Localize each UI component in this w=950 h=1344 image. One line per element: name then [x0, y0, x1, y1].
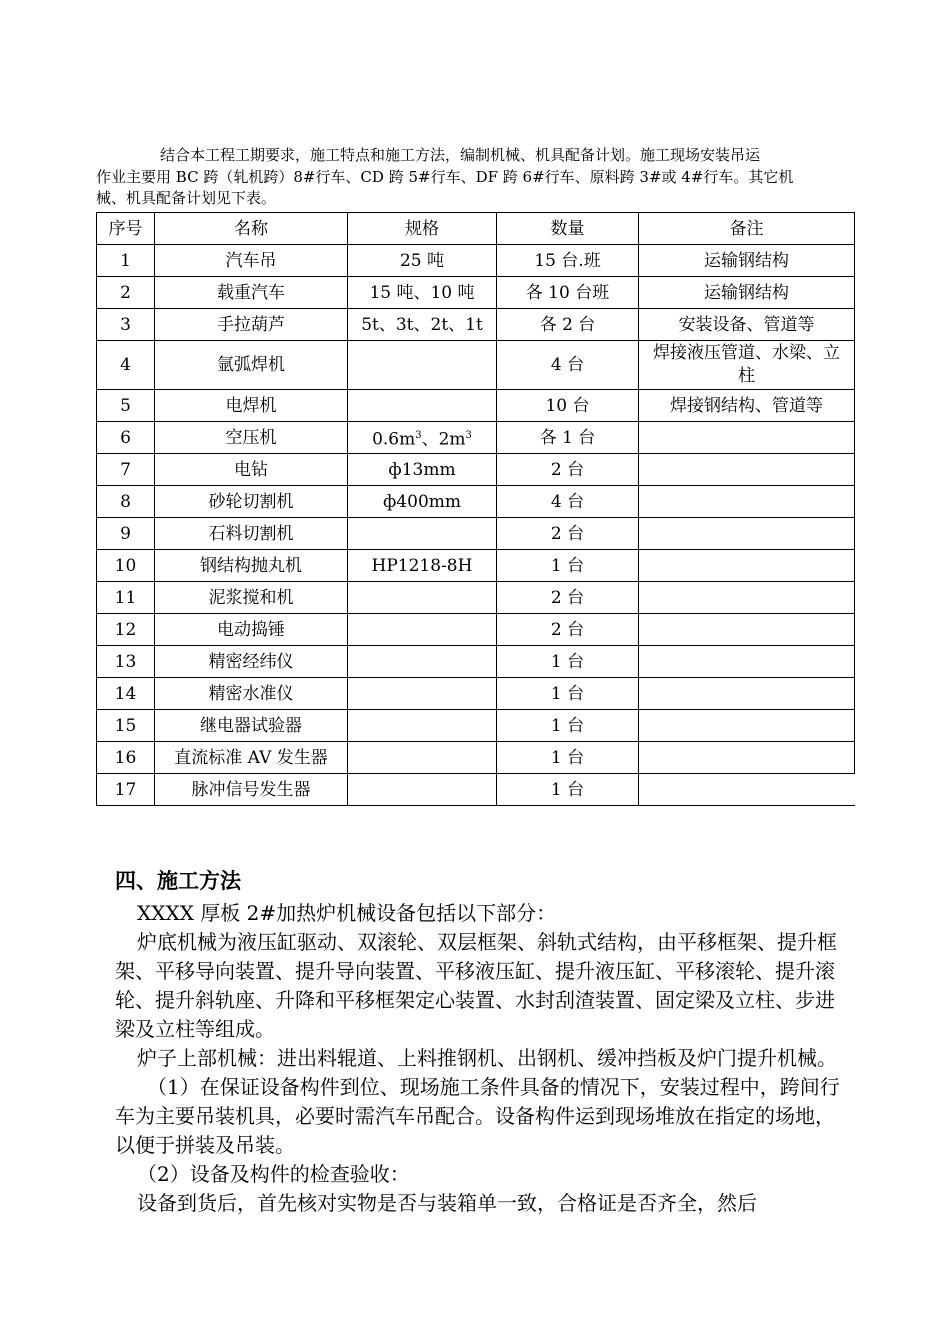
table-row — [97, 486, 855, 518]
cell-qty: 1 台 — [497, 710, 639, 742]
cell-spec — [348, 710, 497, 742]
cell-qty: 1 台 — [497, 646, 639, 678]
cell-note: 运输钢结构 — [639, 277, 855, 309]
spec-superscript-b: 3 — [465, 429, 472, 441]
cell-spec: HP1218-8H — [348, 550, 497, 582]
table-row — [97, 774, 855, 806]
paragraph-furnace-bottom: 炉底机械为液压缸驱动、双滚轮、双层框架、斜轨式结构，由平移框架、提升框架、平移导向装置、提升导向装置、平移液压缸、提升液压缸、平移滚轮、提升滚轮、提升斜轨座、升降和平移框架定心装置、水封刮渣装置、固定梁及立柱、步进梁及立柱等组成。 — [115, 930, 837, 1041]
cell-name: 直流标准 AV 发生器 — [155, 742, 348, 774]
cell-name: 电动捣锤 — [155, 614, 348, 646]
cell-name: 精密经纬仪 — [155, 646, 348, 678]
cell-qty: 2 台 — [497, 518, 639, 550]
table-row — [97, 614, 855, 646]
spec-superscript-a: 3 — [415, 429, 422, 441]
intro-line-3: 械、机具配备计划见下表。 — [96, 189, 277, 207]
spec-part-b: 、2m — [421, 429, 466, 450]
cell-no: 12 — [97, 614, 155, 646]
cell-qty: 各 2 台 — [497, 309, 639, 341]
cell-note: 运输钢结构 — [639, 245, 855, 277]
intro-line-1: 结合本工程工期要求，施工特点和施工方法，编制机械、机具配备计划。施工现场安装吊运 — [160, 146, 761, 164]
cell-note: 焊接液压管道、水梁、立柱 — [639, 341, 855, 390]
cell-qty: 1 台 — [497, 678, 639, 710]
intro-paragraph — [96, 145, 838, 210]
table-row — [97, 277, 855, 309]
cell-no: 4 — [97, 341, 155, 390]
cell-spec: 15 吨、10 吨 — [348, 277, 497, 309]
cell-no: 10 — [97, 550, 155, 582]
cell-note — [639, 422, 855, 454]
paragraph-inspection: 设备到货后，首先核对实物是否与装箱单一致，合格证是否齐全，然后 — [137, 1191, 757, 1215]
cell-note — [639, 742, 855, 774]
cell-spec — [348, 614, 497, 646]
table-row — [97, 309, 855, 341]
cell-name: 氩弧焊机 — [155, 341, 348, 390]
cell-note: 安装设备、管道等 — [639, 309, 855, 341]
cell-spec: 5t、3t、2t、1t — [348, 309, 497, 341]
header-name: 名称 — [155, 213, 348, 245]
cell-no: 11 — [97, 582, 155, 614]
cell-spec — [348, 582, 497, 614]
header-no: 序号 — [97, 213, 155, 245]
cell-name: 钢结构抛丸机 — [155, 550, 348, 582]
cell-qty: 各 10 台班 — [497, 277, 639, 309]
table-row — [97, 582, 855, 614]
cell-spec — [348, 678, 497, 710]
cell-name: 泥浆搅和机 — [155, 582, 348, 614]
table-row — [97, 454, 855, 486]
table-row — [97, 341, 855, 390]
cell-note: 焊接钢结构、管道等 — [639, 390, 855, 422]
cell-note — [639, 518, 855, 550]
cell-name: 继电器试验器 — [155, 710, 348, 742]
cell-no: 16 — [97, 742, 155, 774]
paragraph-overview: XXXX 厚板 2#加热炉机械设备包括以下部分： — [137, 901, 557, 925]
cell-no: 14 — [97, 678, 155, 710]
cell-spec: ф13mm — [348, 454, 497, 486]
cell-qty: 2 台 — [497, 614, 639, 646]
paragraph-step-2: （2）设备及构件的检查验收： — [137, 1162, 410, 1186]
cell-name: 手拉葫芦 — [155, 309, 348, 341]
cell-note — [639, 550, 855, 582]
cell-qty: 1 台 — [497, 742, 639, 774]
cell-qty: 2 台 — [497, 582, 639, 614]
cell-note — [639, 646, 855, 678]
cell-name: 载重汽车 — [155, 277, 348, 309]
cell-spec — [348, 341, 497, 390]
cell-name: 空压机 — [155, 422, 348, 454]
header-qty: 数量 — [497, 213, 639, 245]
cell-note — [639, 774, 855, 806]
table-row — [97, 710, 855, 742]
cell-no: 9 — [97, 518, 155, 550]
header-note: 备注 — [639, 213, 855, 245]
table-row — [97, 245, 855, 277]
cell-spec — [348, 646, 497, 678]
cell-qty: 4 台 — [497, 341, 639, 390]
cell-no: 13 — [97, 646, 155, 678]
table-row — [97, 742, 855, 774]
cell-spec — [348, 742, 497, 774]
cell-qty: 2 台 — [497, 454, 639, 486]
spec-part-a: 0.6m — [372, 429, 416, 450]
table-row — [97, 390, 855, 422]
cell-note — [639, 678, 855, 710]
cell-qty: 1 台 — [497, 550, 639, 582]
cell-name: 汽车吊 — [155, 245, 348, 277]
cell-spec: 25 吨 — [348, 245, 497, 277]
cell-no: 2 — [97, 277, 155, 309]
cell-no: 5 — [97, 390, 155, 422]
cell-name: 石料切割机 — [155, 518, 348, 550]
cell-no: 3 — [97, 309, 155, 341]
cell-name: 砂轮切割机 — [155, 486, 348, 518]
cell-name: 电钻 — [155, 454, 348, 486]
cell-name: 脉冲信号发生器 — [155, 774, 348, 806]
cell-note — [639, 486, 855, 518]
cell-note — [639, 582, 855, 614]
cell-no: 8 — [97, 486, 155, 518]
cell-qty: 各 1 台 — [497, 422, 639, 454]
table-header-row — [97, 213, 855, 245]
table-row — [97, 646, 855, 678]
table-row — [97, 678, 855, 710]
section-body — [115, 899, 853, 1218]
cell-qty: 10 台 — [497, 390, 639, 422]
cell-spec — [348, 390, 497, 422]
section-heading: 四、施工方法 — [115, 868, 241, 893]
cell-name: 电焊机 — [155, 390, 348, 422]
table-row — [97, 550, 855, 582]
paragraph-step-1: （1）在保证设备构件到位、现场施工条件具备的情况下，安装过程中，跨间行车为主要吊装机具，必要时需汽车吊配合。设备构件运到现场堆放在指定的场地，以便于拼装及吊装。 — [115, 1075, 840, 1157]
cell-name: 精密水准仪 — [155, 678, 348, 710]
cell-spec — [348, 422, 497, 454]
table-row — [97, 422, 855, 454]
cell-note — [639, 614, 855, 646]
cell-spec: ф400mm — [348, 486, 497, 518]
header-spec: 规格 — [348, 213, 497, 245]
cell-note — [639, 454, 855, 486]
cell-spec — [348, 774, 497, 806]
cell-no: 6 — [97, 422, 155, 454]
intro-line-2: 作业主要用 BC 跨（轧机跨）8#行车、CD 跨 5#行车、DF 跨 6#行车、原料跨 3#或 4#行车。其它机 — [96, 167, 794, 186]
cell-no: 15 — [97, 710, 155, 742]
cell-no: 7 — [97, 454, 155, 486]
cell-note — [639, 710, 855, 742]
cell-qty: 1 台 — [497, 774, 639, 806]
cell-qty: 15 台.班 — [497, 245, 639, 277]
table-row — [97, 518, 855, 550]
cell-spec — [348, 518, 497, 550]
cell-qty: 4 台 — [497, 486, 639, 518]
cell-no: 1 — [97, 245, 155, 277]
equipment-plan-table — [96, 212, 855, 806]
paragraph-furnace-upper: 炉子上部机械：进出料辊道、上料推钢机、出钢机、缓冲挡板及炉门提升机械。 — [137, 1046, 837, 1070]
cell-no: 17 — [97, 774, 155, 806]
